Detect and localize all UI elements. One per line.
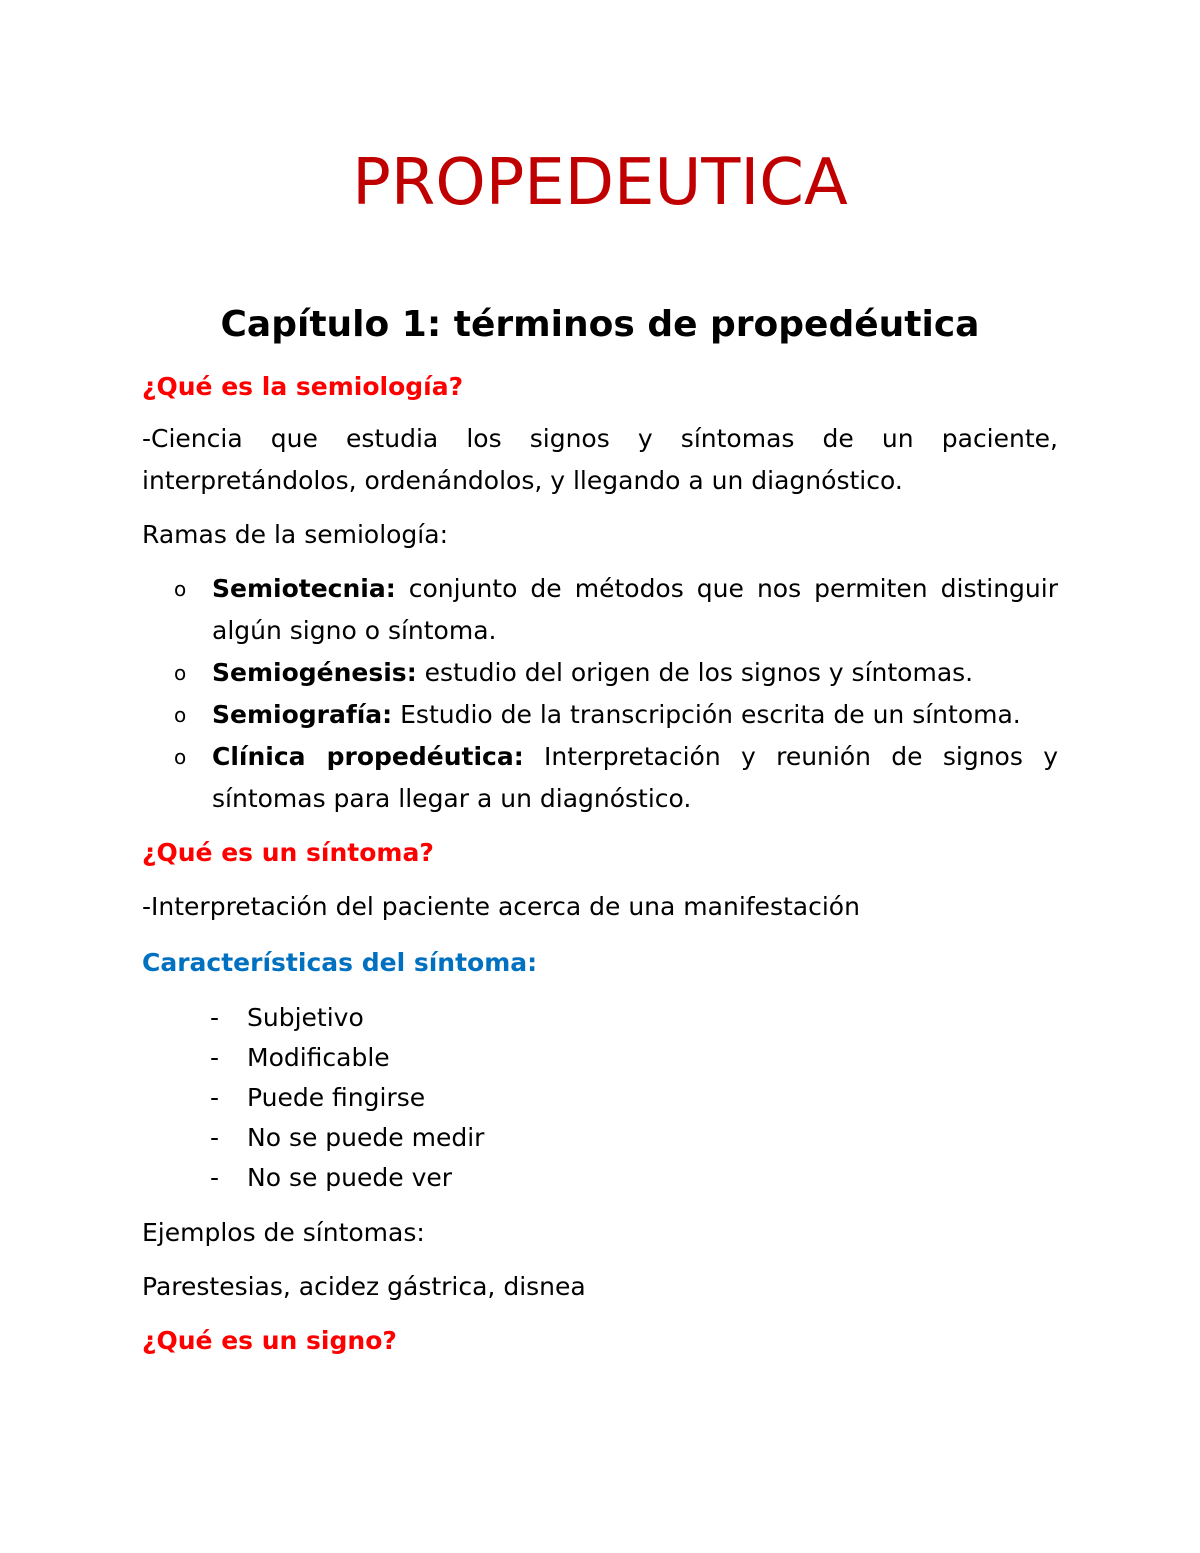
examples-label: Ejemplos de síntomas: — [142, 1218, 425, 1247]
branch-term: Semiografía: — [212, 700, 393, 729]
characteristics-list — [210, 998, 1058, 1198]
circle-bullet-icon: o — [174, 577, 187, 601]
question-sintoma: ¿Qué es un síntoma? — [142, 838, 434, 867]
list-item — [174, 694, 1058, 736]
list-item — [210, 1118, 1058, 1158]
characteristic-text: No se puede medir — [247, 1123, 485, 1152]
dash-bullet-icon: - — [210, 1083, 220, 1112]
list-item — [210, 1038, 1058, 1078]
circle-bullet-icon: o — [174, 703, 187, 727]
definition-semiologia: -Ciencia que estudia los signos y síntomas de un paciente, interpretándolos, ordenándolos, y llegando a un diagnóstico. — [142, 424, 1058, 495]
circle-bullet-icon: o — [174, 661, 187, 685]
branches-list — [174, 568, 1058, 820]
list-item — [174, 568, 1058, 652]
branch-term: Semiogénesis: — [212, 658, 417, 687]
branch-term: Clínica propedéutica: — [212, 742, 524, 771]
dash-bullet-icon: - — [210, 1003, 220, 1032]
characteristic-text: Puede fingirse — [247, 1083, 426, 1112]
definition-sintoma: -Interpretación del paciente acerca de una manifestación — [142, 892, 860, 921]
branches-label: Ramas de la semiología: — [142, 520, 448, 549]
branch-description: Interpretación y reunión de signos y síntomas para llegar a un diagnóstico. — [212, 742, 1058, 813]
list-item — [174, 736, 1058, 820]
document-body — [142, 366, 1058, 1362]
dash-bullet-icon: - — [210, 1163, 220, 1192]
examples-text: Parestesias, acidez gástrica, disnea — [142, 1272, 586, 1301]
characteristic-text: Subjetivo — [247, 1003, 364, 1032]
circle-bullet-icon: o — [174, 745, 187, 769]
list-item — [174, 652, 1058, 694]
branch-description: conjunto de métodos que nos permiten distinguir algún signo o síntoma. — [212, 574, 1058, 645]
characteristic-text: No se puede ver — [247, 1163, 453, 1192]
characteristics-heading: Características del síntoma: — [142, 948, 538, 977]
branch-description: estudio del origen de los signos y síntomas. — [416, 658, 974, 687]
list-item — [210, 998, 1058, 1038]
chapter-title: Capítulo 1: términos de propedéutica — [220, 304, 980, 345]
branch-term: Semiotecnia: — [212, 574, 396, 603]
document-title: PROPEDEUTICA — [352, 146, 848, 220]
dash-bullet-icon: - — [210, 1043, 220, 1072]
list-item — [210, 1158, 1058, 1198]
branch-description: Estudio de la transcripción escrita de un síntoma. — [392, 700, 1021, 729]
question-signo: ¿Qué es un signo? — [142, 1326, 397, 1355]
list-item — [210, 1078, 1058, 1118]
dash-bullet-icon: - — [210, 1123, 220, 1152]
question-semiologia: ¿Qué es la semiología? — [142, 372, 464, 401]
characteristic-text: Modificable — [247, 1043, 390, 1072]
